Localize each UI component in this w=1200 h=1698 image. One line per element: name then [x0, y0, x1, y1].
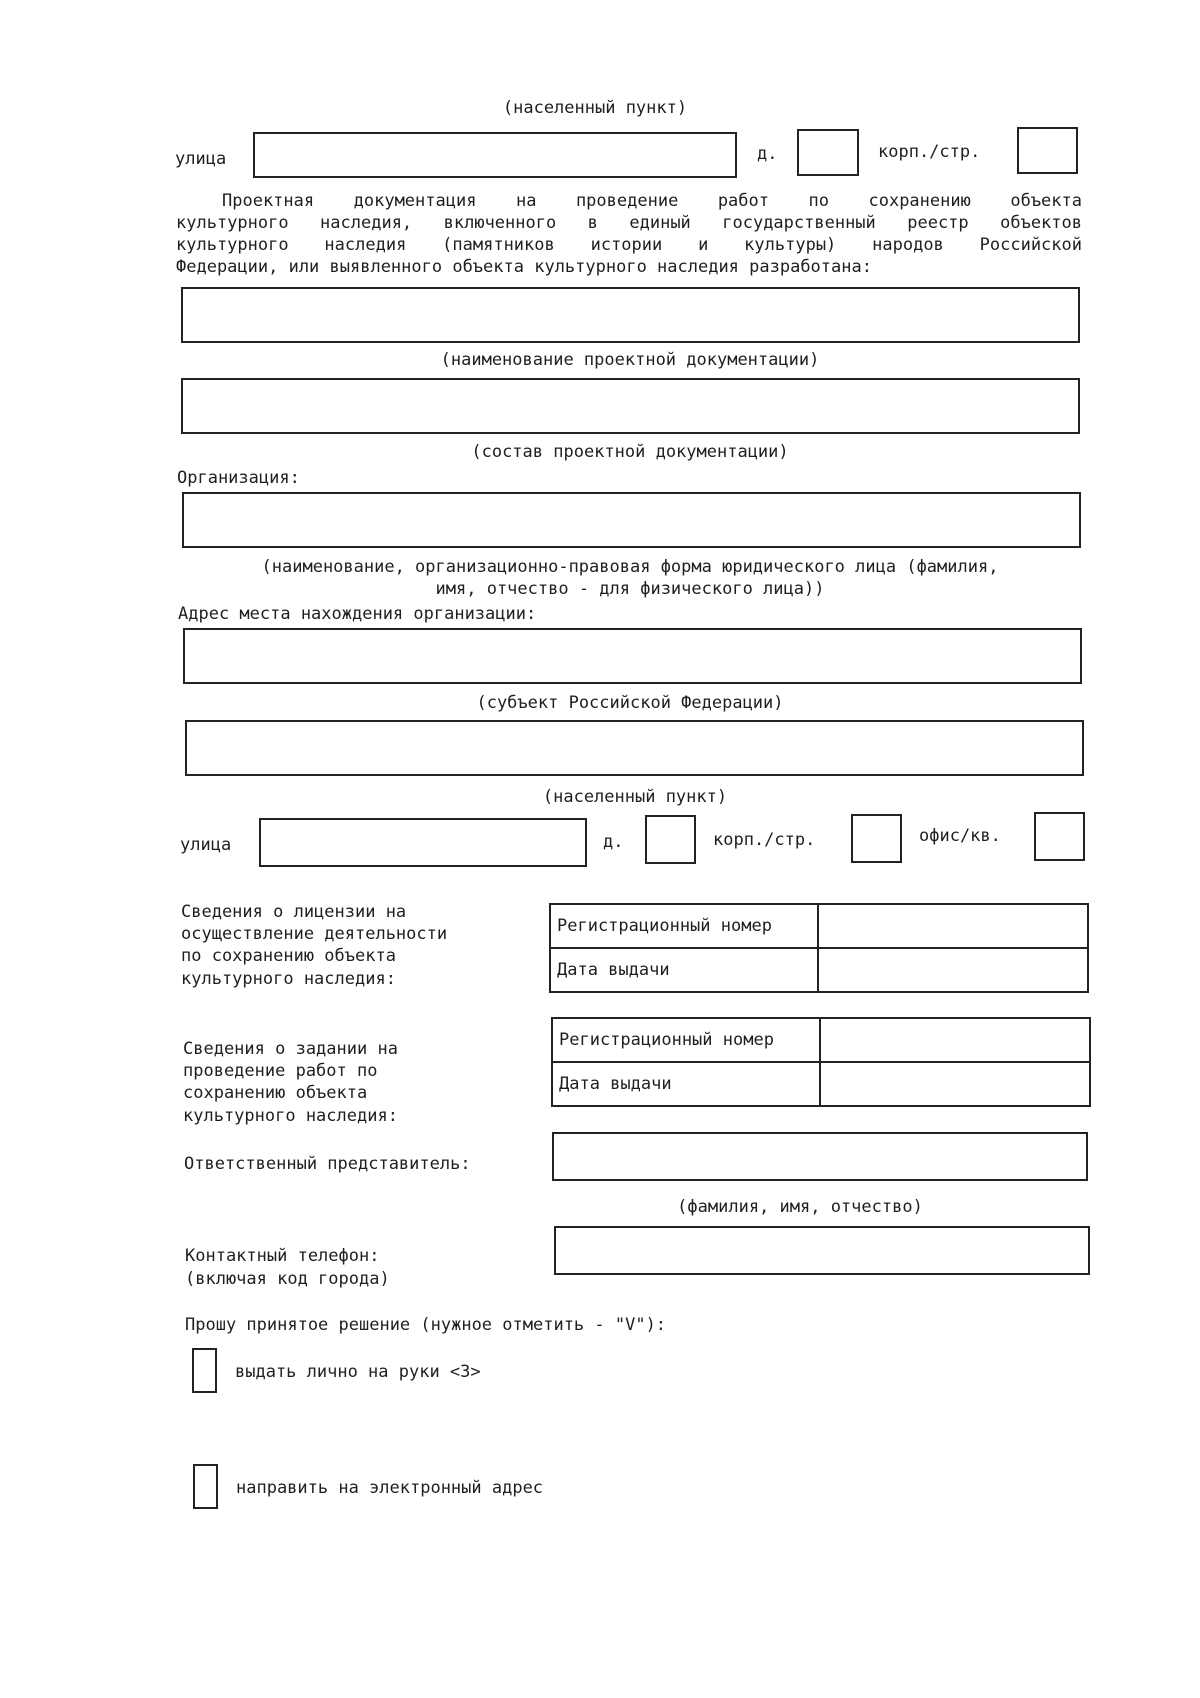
- representative-caption: (фамилия, имя, отчество): [677, 1197, 923, 1217]
- phone-field[interactable]: [554, 1226, 1090, 1275]
- phone-label-line1: Контактный телефон:: [185, 1246, 380, 1266]
- org-house-field[interactable]: [645, 815, 696, 864]
- in-person-checkbox[interactable]: [192, 1348, 217, 1393]
- table-row: [552, 1018, 1090, 1062]
- building-field[interactable]: [1017, 127, 1078, 174]
- license-label-line3: по сохранению объекта: [181, 946, 396, 966]
- decision-label: Прошу принятое решение (нужное отметить - "V"):: [185, 1315, 667, 1335]
- table-row: [550, 948, 1088, 992]
- phone-label-line2: (включая код города): [185, 1269, 390, 1289]
- license-reg-number-field[interactable]: [818, 904, 1088, 948]
- task-label-line1: Сведения о задании на: [183, 1039, 398, 1059]
- org-building-field[interactable]: [851, 814, 902, 863]
- organization-caption-line1: (наименование, организационно-правовая форма юридического лица (фамилия,: [261, 557, 999, 577]
- organization-label: Организация:: [177, 468, 300, 488]
- org-settlement-caption: (населенный пункт): [542, 787, 728, 807]
- org-street-label: улица: [180, 835, 232, 855]
- project-doc-composition-caption: (состав проектной документации): [471, 442, 789, 462]
- project-doc-name-caption: (наименование проектной документации): [440, 350, 820, 370]
- table-row: [552, 1062, 1090, 1106]
- organization-caption-line2: имя, отчество - для физического лица)): [435, 579, 825, 599]
- task-reg-number-field[interactable]: [820, 1018, 1090, 1062]
- task-table: [551, 1017, 1091, 1107]
- project-doc-composition-field[interactable]: [181, 378, 1080, 434]
- paragraph-line-3: культурного наследия (памятников истории и культуры) народов Российской: [176, 235, 1082, 255]
- representative-field[interactable]: [552, 1132, 1088, 1181]
- license-label-line4: культурного наследия:: [181, 969, 396, 989]
- license-issue-date-label: Дата выдачи: [550, 948, 818, 992]
- representative-label: Ответственный представитель:: [184, 1154, 471, 1174]
- subject-field[interactable]: [183, 628, 1082, 684]
- org-street-field[interactable]: [259, 818, 587, 867]
- license-issue-date-field[interactable]: [818, 948, 1088, 992]
- street-label: улица: [175, 149, 227, 169]
- org-house-label: д.: [603, 832, 624, 852]
- license-label-line2: осуществление деятельности: [181, 924, 448, 944]
- organization-address-label: Адрес места нахождения организации:: [178, 604, 537, 624]
- paragraph-line-1: Проектная документация на проведение работ по сохранению объекта: [222, 191, 1082, 211]
- building-label: корп./стр.: [878, 142, 981, 162]
- org-office-label: офис/кв.: [919, 826, 1001, 846]
- project-doc-paragraph: [176, 190, 1082, 256]
- org-office-field[interactable]: [1034, 812, 1085, 861]
- settlement-caption: (населенный пункт): [502, 98, 688, 118]
- license-table: [549, 903, 1089, 993]
- house-field[interactable]: [797, 129, 859, 176]
- email-label: направить на электронный адрес: [236, 1478, 544, 1498]
- task-issue-date-field[interactable]: [820, 1062, 1090, 1106]
- license-label-line1: Сведения о лицензии на: [181, 902, 407, 922]
- task-label-line4: культурного наследия:: [183, 1106, 398, 1126]
- email-checkbox[interactable]: [193, 1464, 218, 1509]
- house-label: д.: [757, 144, 778, 164]
- organization-name-field[interactable]: [182, 492, 1081, 548]
- in-person-label: выдать лично на руки <3>: [235, 1362, 481, 1382]
- table-row: [550, 904, 1088, 948]
- task-issue-date-label: Дата выдачи: [552, 1062, 820, 1106]
- license-reg-number-label: Регистрационный номер: [550, 904, 818, 948]
- street-field[interactable]: [253, 132, 737, 178]
- task-reg-number-label: Регистрационный номер: [552, 1018, 820, 1062]
- paragraph-line-2: культурного наследия, включенного в единый государственный реестр объектов: [176, 213, 1082, 233]
- task-label-line3: сохранению объекта: [183, 1083, 368, 1103]
- subject-caption: (субъект Российской Федерации): [476, 693, 784, 713]
- org-building-label: корп./стр.: [713, 830, 816, 850]
- task-label-line2: проведение работ по: [183, 1061, 378, 1081]
- org-settlement-field[interactable]: [185, 720, 1084, 776]
- paragraph-last-line: Федерации, или выявленного объекта культурного наследия разработана:: [176, 257, 872, 277]
- project-doc-name-field[interactable]: [181, 287, 1080, 343]
